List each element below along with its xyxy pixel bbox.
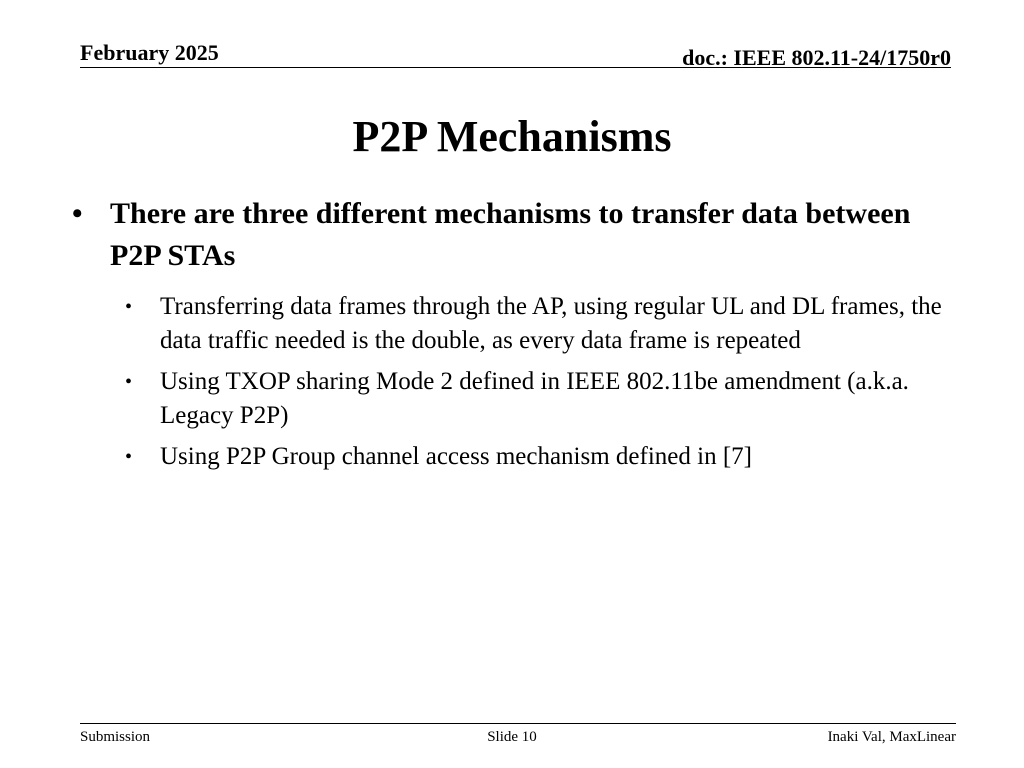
bullet-dot-icon: • <box>125 446 133 468</box>
header-doc-id: doc.: IEEE 802.11-24/1750r0 <box>682 45 951 70</box>
bullet-dot-icon: • <box>72 197 83 230</box>
slide-body <box>72 193 952 474</box>
footer-divider <box>80 723 956 724</box>
main-bullet <box>72 193 952 277</box>
sub-bullet-text: Using TXOP sharing Mode 2 defined in IEEE 802.11be amendment (a.k.a. Legacy P2P) <box>160 368 909 429</box>
sub-bullet <box>72 365 952 433</box>
header-date: February 2025 <box>80 40 219 65</box>
header-divider <box>80 67 951 68</box>
bullet-dot-icon: • <box>125 371 133 393</box>
footer-slide-number: Slide 10 <box>487 729 537 745</box>
main-bullet-text: There are three different mechanisms to transfer data between P2P STAs <box>110 197 911 272</box>
footer-submission: Submission <box>80 729 151 745</box>
bullet-dot-icon: • <box>125 296 133 318</box>
slide-title: P2P Mechanisms <box>352 112 672 161</box>
sub-bullet <box>72 290 952 358</box>
footer-author: Inaki Val, MaxLinear <box>827 729 956 745</box>
sub-bullet <box>72 440 952 474</box>
sub-bullet-text: Using P2P Group channel access mechanism defined in [7] <box>160 443 752 470</box>
sub-bullet-text: Transferring data frames through the AP, using regular UL and DL frames, the data traffic needed is the double, as every data frame is repeated <box>160 293 942 354</box>
